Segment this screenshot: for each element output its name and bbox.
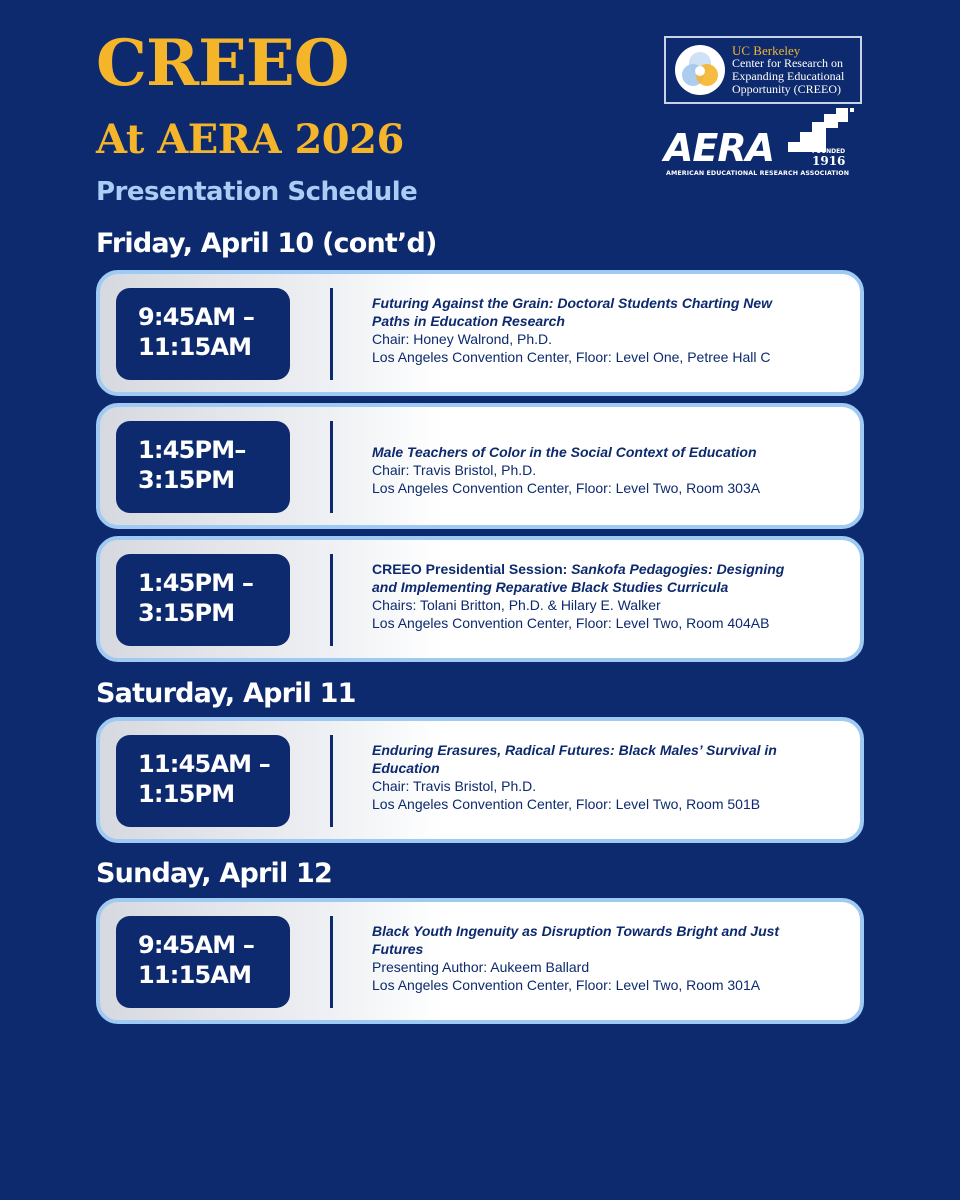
day-heading-saturday: Saturday, April 11 — [96, 678, 356, 709]
session-card — [96, 270, 864, 396]
session-title — [372, 922, 850, 958]
session-title-line2: Futures — [372, 941, 424, 957]
session-divider — [330, 916, 333, 1008]
page-title: CREEO — [96, 26, 349, 101]
session-time — [116, 288, 290, 380]
day-heading-friday: Friday, April 10 (cont’d) — [96, 228, 437, 259]
aera-steps-icon — [788, 108, 864, 152]
aera-full-name: AMERICAN EDUCATIONAL RESEARCH ASSOCIATION — [666, 170, 850, 177]
session-chair: Chair: Travis Bristol, Ph.D. — [372, 778, 537, 794]
session-title-line2: Paths in Education Research — [372, 313, 565, 329]
session-title-line1: Sankofa Pedagogies: Designing — [571, 561, 785, 577]
session-location: Los Angeles Convention Center, Floor: Level Two, Room 303A — [372, 480, 761, 496]
page-title-line2: At AERA 2026 — [96, 116, 404, 163]
day-heading-sunday: Sunday, April 12 — [96, 858, 332, 889]
session-title-line1: Black Youth Ingenuity as Disruption Towards Bright and Just — [372, 923, 780, 939]
session-time-end: 11:15AM — [138, 961, 252, 989]
creeo-name-line3: Opportunity (CREEO) — [732, 82, 841, 96]
session-title — [372, 560, 850, 596]
session-divider — [330, 288, 333, 380]
creeo-name-line1: Center for Research on — [732, 56, 843, 70]
session-location: Los Angeles Convention Center, Floor: Level One, Petree Hall C — [372, 349, 771, 365]
session-title — [372, 741, 850, 777]
session-time — [116, 421, 290, 513]
aera-logo — [664, 108, 864, 178]
session-details — [372, 294, 850, 366]
session-title-line2: and Implementing Reparative Black Studies Curricula — [372, 579, 729, 595]
creeo-logo — [664, 36, 862, 104]
ucb-name: UC Berkeley — [732, 43, 801, 58]
creeo-name-line2: Expanding Educational — [732, 69, 845, 83]
session-details — [372, 443, 850, 497]
session-time-start: 11:45AM – — [138, 750, 271, 778]
session-divider — [330, 421, 333, 513]
session-time-end: 11:15AM — [138, 333, 252, 361]
session-time-start: 1:45PM– — [138, 436, 246, 464]
session-location: Los Angeles Convention Center, Floor: Level Two, Room 501B — [372, 796, 761, 812]
session-chair: Presenting Author: Aukeem Ballard — [372, 959, 590, 975]
creeo-venn-icon — [674, 44, 726, 96]
aera-founded-label: FOUNDED — [812, 148, 846, 155]
session-card — [96, 898, 864, 1024]
session-details — [372, 922, 850, 994]
session-card — [96, 403, 864, 529]
session-title: Male Teachers of Color in the Social Context of Education — [372, 444, 757, 460]
session-details — [372, 560, 850, 632]
session-chair: Chair: Honey Walrond, Ph.D. — [372, 331, 552, 347]
session-prefix: CREEO Presidential Session: — [372, 561, 572, 577]
session-card — [96, 717, 864, 843]
aera-wordmark: AERA — [664, 126, 775, 170]
session-chair: Chairs: Tolani Britton, Ph.D. & Hilary E. Walker — [372, 597, 661, 613]
session-card — [96, 536, 864, 662]
session-time-start: 1:45PM – — [138, 569, 254, 597]
session-location: Los Angeles Convention Center, Floor: Level Two, Room 404AB — [372, 615, 770, 631]
session-chair: Chair: Travis Bristol, Ph.D. — [372, 462, 537, 478]
session-time — [116, 735, 290, 827]
session-time-start: 9:45AM – — [138, 303, 255, 331]
page-subtitle: Presentation Schedule — [96, 177, 418, 207]
session-divider — [330, 554, 333, 646]
session-time-start: 9:45AM – — [138, 931, 255, 959]
session-divider — [330, 735, 333, 827]
session-time-end: 1:15PM — [138, 780, 235, 808]
session-time-end: 3:15PM — [138, 466, 235, 494]
session-title-line1: Enduring Erasures, Radical Futures: Black Males’ Survival in — [372, 742, 777, 758]
session-title-line2: Education — [372, 760, 440, 776]
creeo-logo-text — [732, 44, 862, 96]
session-time — [116, 916, 290, 1008]
aera-founded-year: 1916 — [812, 154, 846, 168]
session-time-end: 3:15PM — [138, 599, 235, 627]
session-title-line1: Futuring Against the Grain: Doctoral Students Charting New — [372, 295, 773, 311]
session-time — [116, 554, 290, 646]
session-details — [372, 741, 850, 813]
session-title — [372, 294, 850, 330]
session-location: Los Angeles Convention Center, Floor: Level Two, Room 301A — [372, 977, 761, 993]
